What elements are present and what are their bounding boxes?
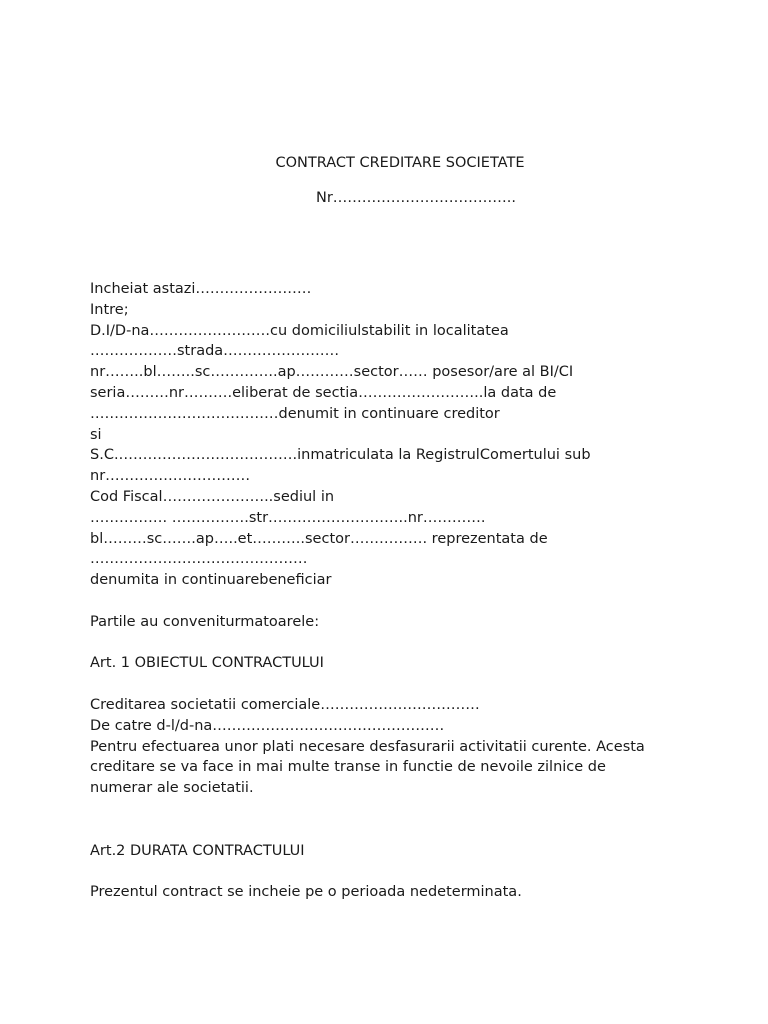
parties-line: denumita in continuarebeneficiar	[90, 572, 332, 589]
contract-number: Nr………………………………..	[316, 190, 517, 206]
parties-line: nr…………………………	[90, 468, 251, 485]
parties-line: seria………nr……….eliberat de sectia……………………..la data de	[90, 384, 557, 401]
parties-line: nr……..bl……..sc…………..ap…………sector…… posesor/are al BI/CI	[90, 364, 574, 381]
paragraph-gap	[90, 799, 690, 820]
parties-line: Intre;	[90, 301, 129, 318]
parties-line: ………………strada……………………	[90, 343, 340, 360]
parties-line: bl………sc…….ap…..et………..sector……………. reprezentata de	[90, 530, 548, 547]
contract-body	[90, 279, 690, 903]
parties-line: …………………………………denumit in continuare creditor	[90, 405, 500, 422]
parties-line: S.C.……………………………….inmatriculata la RegistrulComertului sub	[90, 447, 591, 464]
paragraph-gap	[90, 591, 690, 612]
parties-line: ………………………………………	[90, 551, 308, 568]
paragraph-gap	[90, 674, 690, 695]
article-2-line: Prezentul contract se incheie pe o perioada nedeterminata.	[90, 884, 522, 901]
parties-line: si	[90, 426, 102, 443]
article-1-line: Creditarea societatii comerciale……………………………	[90, 696, 480, 713]
parties-line: ……………. …………….str………………………..nr………….	[90, 509, 486, 526]
article-1-line: numerar ale societatii.	[90, 780, 254, 797]
parties-line: Cod Fiscal…………………..sediul in	[90, 488, 335, 505]
article-1-heading: Art. 1 OBIECTUL CONTRACTULUI	[90, 655, 324, 672]
contract-title: CONTRACT CREDITARE SOCIETATE	[275, 155, 525, 171]
article-1-line: Pentru efectuarea unor plati necesare desfasurarii activitatii curente. Acesta	[90, 738, 645, 755]
paragraph-gap	[90, 861, 690, 882]
paragraph-gap	[90, 820, 690, 841]
parties-line: Incheiat astazi……………………	[90, 281, 312, 297]
article-1-line: creditare se va face in mai multe transe in functie de nevoile zilnice de	[90, 759, 606, 776]
article-2-heading: Art.2 DURATA CONTRACTULUI	[90, 842, 305, 859]
agreement-line: Partile au conveniturmatoarele:	[90, 613, 320, 630]
article-1-line: De catre d-l/d-na…………………………………………	[90, 717, 445, 734]
parties-line: D.I/D-na…………………….cu domiciliulstabilit in localitatea	[90, 322, 509, 339]
paragraph-gap	[90, 633, 690, 654]
